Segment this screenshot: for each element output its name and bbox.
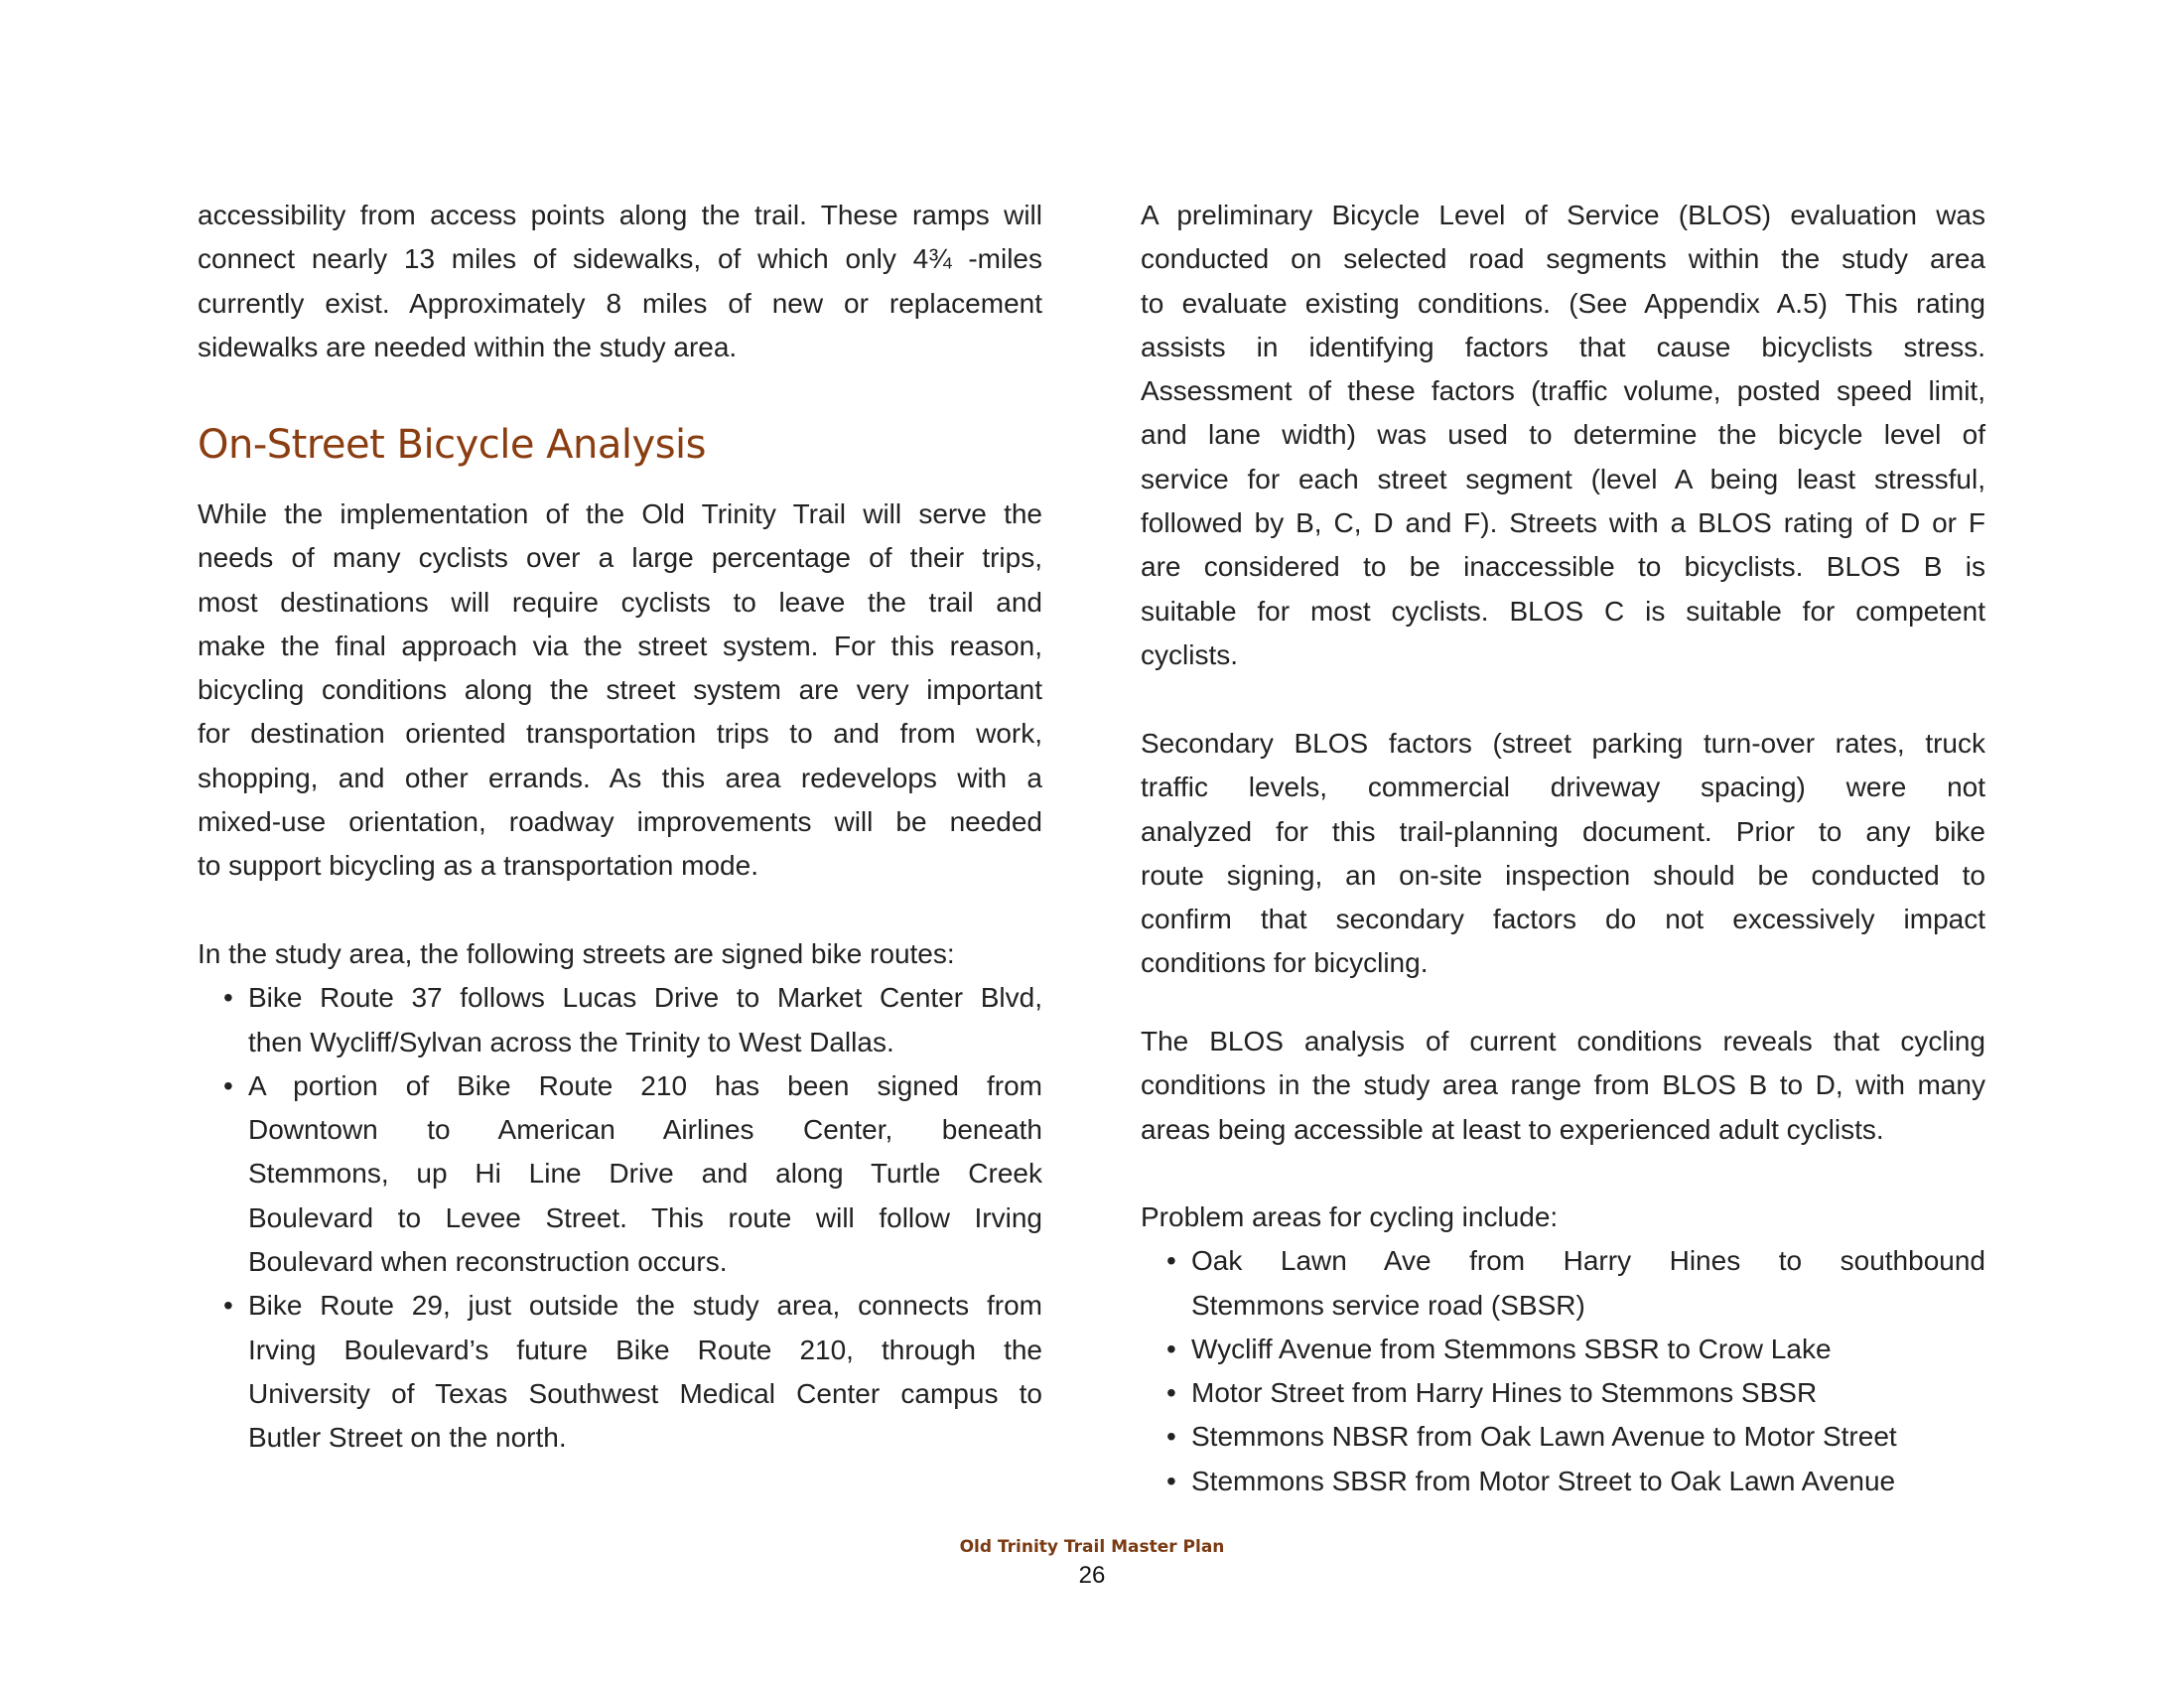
text-line: route signing, an on-site inspection should be conducted to bbox=[1141, 859, 1985, 891]
text-line: sidewalks are needed within the study area. bbox=[198, 331, 738, 362]
text-line: Wycliff Avenue from Stemmons SBSR to Crow Lake bbox=[1191, 1333, 1832, 1364]
text-line: Bike Route 37 follows Lucas Drive to Market Center Blvd, bbox=[248, 982, 1042, 1014]
bullet-icon: • bbox=[1166, 1333, 1176, 1364]
text-line: mixed-use orientation, roadway improvements will be needed bbox=[198, 806, 1042, 838]
bike-routes-list bbox=[198, 976, 1042, 1460]
text-line: A preliminary Bicycle Level of Service (BLOS) evaluation was bbox=[1141, 200, 1985, 230]
text-line: Stemmons, up Hi Line Drive and along Turtle Creek bbox=[248, 1158, 1042, 1190]
text-line: Assessment of these factors (traffic volume, posted speed limit, bbox=[1141, 375, 1985, 407]
text-line: University of Texas Southwest Medical Center campus to bbox=[248, 1377, 1042, 1409]
text-line: currently exist. Approximately 8 miles of new or replacement bbox=[198, 287, 1042, 319]
list-item bbox=[1141, 1328, 1985, 1371]
text-line: conditions in the study area range from BLOS B to D, with many bbox=[1141, 1069, 1985, 1101]
text-line: conditions for bicycling. bbox=[1141, 947, 1429, 979]
text-line: Oak Lawn Ave from Harry Hines to southbound bbox=[1191, 1245, 1985, 1277]
text-line: Stemmons service road (SBSR) bbox=[1191, 1289, 1585, 1321]
text-line: needs of many cyclists over a large percentage of their trips, bbox=[198, 542, 1042, 574]
list-intro: Problem areas for cycling include: bbox=[1141, 1201, 1559, 1232]
bullet-icon: • bbox=[1166, 1465, 1176, 1496]
text-line: While the implementation of the Old Trinity Trail will serve the bbox=[198, 498, 1042, 529]
problem-areas-list bbox=[1141, 1239, 1985, 1503]
text-line: for destination oriented transportation trips to and from work, bbox=[198, 718, 1042, 750]
text-line: cyclists. bbox=[1141, 638, 1238, 670]
text-line: followed by B, C, D and F). Streets with a BLOS rating of D or F bbox=[1141, 507, 1985, 539]
page-number: 26 bbox=[1078, 1562, 1106, 1589]
footer-title: Old Trinity Trail Master Plan bbox=[959, 1537, 1225, 1557]
text-line: A portion of Bike Route 210 has been signed from bbox=[248, 1069, 1042, 1101]
text-line: to evaluate existing conditions. (See Appendix A.5) This rating bbox=[1141, 287, 1985, 319]
text-line: bicycling conditions along the street system are very important bbox=[198, 674, 1042, 706]
text-line: Secondary BLOS factors (street parking turn-over rates, truck bbox=[1141, 728, 1985, 759]
bullet-icon: • bbox=[1166, 1421, 1176, 1453]
text-line: assists in identifying factors that cause bicyclists stress. bbox=[1141, 331, 1985, 362]
text-line: Irving Boulevard’s future Bike Route 210, through the bbox=[248, 1334, 1042, 1365]
intro-paragraph bbox=[198, 194, 1042, 369]
problem-areas-section bbox=[1141, 1196, 1985, 1503]
bike-routes-section bbox=[198, 932, 1042, 1461]
text-line: analyzed for this trail-planning document. Prior to any bike bbox=[1141, 815, 1985, 847]
secondary-factors-paragraph bbox=[1141, 722, 1985, 986]
text-line: most destinations will require cyclists to leave the trail and bbox=[198, 586, 1042, 618]
bullet-icon: • bbox=[223, 982, 233, 1014]
list-item bbox=[1141, 1415, 1985, 1459]
text-line: Downtown to American Airlines Center, beneath bbox=[248, 1114, 1042, 1146]
list-item bbox=[1141, 1239, 1985, 1328]
text-line: service for each street segment (level A being least stressful, bbox=[1141, 463, 1985, 494]
text-line: to support bicycling as a transportation mode. bbox=[198, 850, 758, 882]
text-line: Stemmons SBSR from Motor Street to Oak Lawn Avenue bbox=[1191, 1465, 1896, 1496]
text-line: conducted on selected road segments within the study area bbox=[1141, 243, 1985, 275]
list-intro: In the study area, the following streets are signed bike routes: bbox=[198, 938, 955, 969]
list-item bbox=[198, 976, 1042, 1064]
text-line: confirm that secondary factors do not excessively impact bbox=[1141, 904, 1985, 935]
section-heading: On-Street Bicycle Analysis bbox=[198, 422, 706, 468]
blos-results-paragraph bbox=[1141, 1020, 1985, 1152]
text-line: accessibility from access points along the trail. These ramps will bbox=[198, 200, 1042, 230]
text-line: make the final approach via the street system. For this reason, bbox=[198, 630, 1042, 661]
list-item bbox=[198, 1284, 1042, 1460]
list-item bbox=[1141, 1460, 1985, 1503]
text-line: are considered to be inaccessible to bicyclists. BLOS B is bbox=[1141, 551, 1985, 583]
analysis-paragraph bbox=[198, 492, 1042, 889]
bullet-icon: • bbox=[1166, 1377, 1176, 1409]
list-item bbox=[1141, 1371, 1985, 1415]
text-line: Stemmons NBSR from Oak Lawn Avenue to Motor Street bbox=[1191, 1421, 1897, 1453]
text-line: and lane width) was used to determine the bicycle level of bbox=[1141, 419, 1985, 451]
text-line: Boulevard when reconstruction occurs. bbox=[248, 1246, 728, 1278]
text-line: The BLOS analysis of current conditions reveals that cycling bbox=[1141, 1026, 1985, 1056]
text-line: Motor Street from Harry Hines to Stemmons SBSR bbox=[1191, 1377, 1818, 1409]
text-line: Bike Route 29, just outside the study area, connects from bbox=[248, 1290, 1042, 1322]
text-line: suitable for most cyclists. BLOS C is suitable for competent bbox=[1141, 595, 1985, 627]
text-line: Boulevard to Levee Street. This route will follow Irving bbox=[248, 1201, 1042, 1233]
text-line: Butler Street on the north. bbox=[248, 1422, 567, 1454]
text-line: connect nearly 13 miles of sidewalks, of which only 4¾ -miles bbox=[198, 243, 1042, 275]
blos-paragraph bbox=[1141, 194, 1985, 677]
text-line: shopping, and other errands. As this area redevelops with a bbox=[198, 762, 1042, 793]
text-line: then Wycliff/Sylvan across the Trinity to West Dallas. bbox=[248, 1026, 894, 1057]
list-item bbox=[198, 1064, 1042, 1284]
bullet-icon: • bbox=[223, 1290, 233, 1322]
text-line: traffic levels, commercial driveway spacing) were not bbox=[1141, 772, 1985, 803]
bullet-icon: • bbox=[1166, 1245, 1176, 1277]
text-line: areas being accessible at least to experienced adult cyclists. bbox=[1141, 1113, 1884, 1145]
bullet-icon: • bbox=[223, 1069, 233, 1101]
